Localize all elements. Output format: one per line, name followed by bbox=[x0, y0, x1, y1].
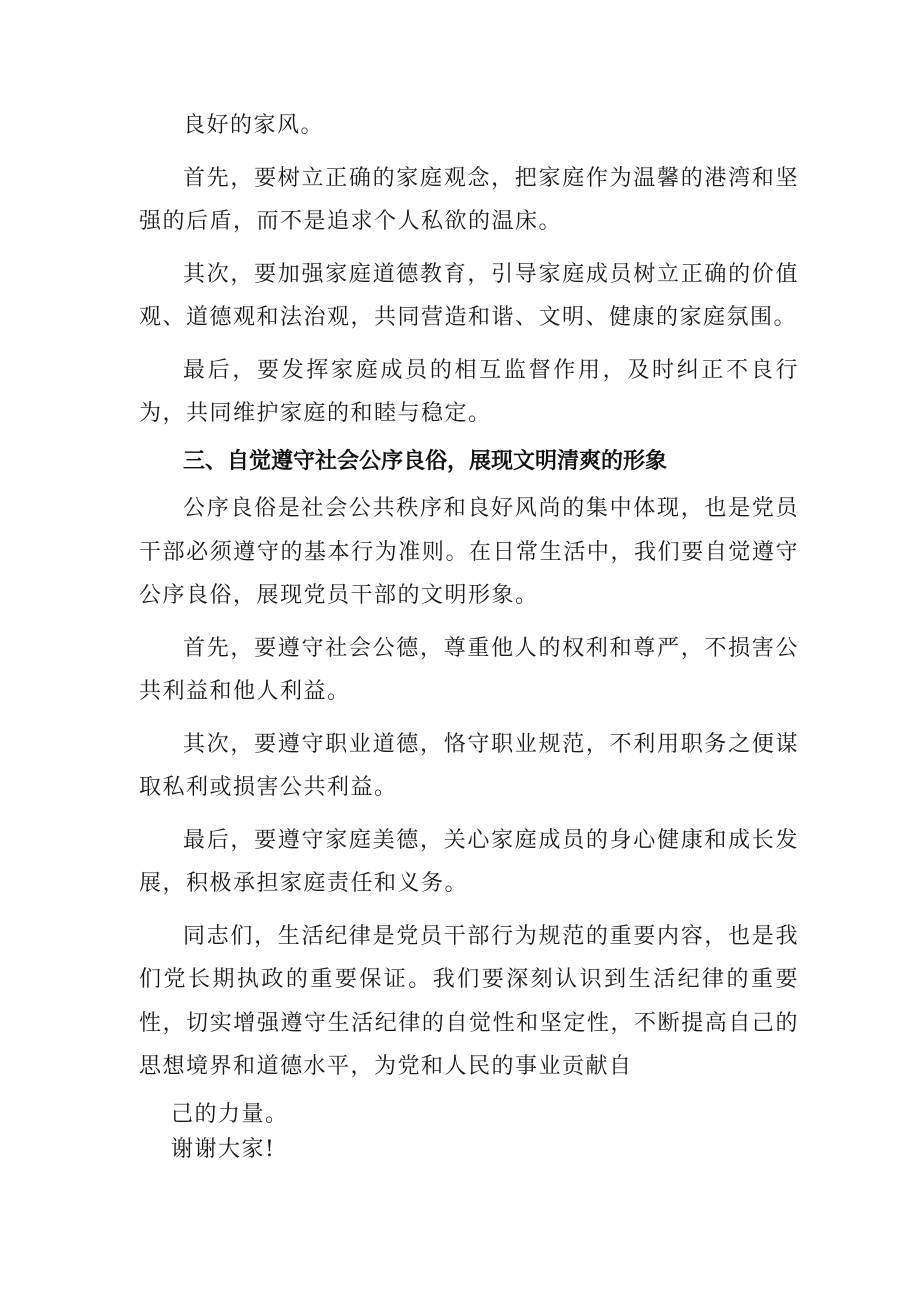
section-heading: 三、自觉遵守社会公序良俗，展现文明清爽的形象 bbox=[183, 448, 668, 474]
paragraph-public-order-intro: 公序良俗是社会公共秩序和良好风尚的集中体现，也是党员干部必须遵守的基本行为准则。在日常生活中，我们要自觉遵守公序良俗，展现党员干部的文明形象。 bbox=[139, 496, 799, 608]
paragraph-public-order-second: 其次，要遵守职业道德，恪守职业规范，不利用职务之便谋取私利或损害公共利益。 bbox=[139, 731, 799, 800]
document-body bbox=[139, 104, 799, 1167]
paragraph-public-order-first: 首先，要遵守社会公德，尊重他人的权利和尊严，不损害公共利益和他人利益。 bbox=[139, 635, 799, 704]
paragraph-public-order-third: 最后，要遵守家庭美德，关心家庭成员的身心健康和成长发展，积极承担家庭责任和义务。 bbox=[139, 827, 799, 896]
paragraph-conclusion: 同志们，生活纪律是党员干部行为规范的重要内容，也是我们党长期执政的重要保证。我们要深刻认识到生活纪律的重要性，切实增强遵守生活纪律的自觉性和坚定性，不断提高自己的思想境界和道德水平，为党和人民的事业贡献自 bbox=[139, 923, 799, 1079]
paragraph-family-first: 首先，要树立正确的家庭观念，把家庭作为温馨的港湾和坚强的后盾，而不是追求个人私欲的温床。 bbox=[139, 165, 799, 234]
paragraph-family-third: 最后，要发挥家庭成员的相互监督作用，及时纠正不良行为，共同维护家庭的和睦与稳定。 bbox=[139, 357, 799, 426]
closing-line: 己的力量。 bbox=[171, 1101, 289, 1127]
closing-thanks: 谢谢大家! bbox=[171, 1136, 276, 1162]
paragraph-family-second: 其次，要加强家庭道德教育，引导家庭成员树立正确的价值观、道德观和法治观，共同营造和谐、文明、健康的家庭氛围。 bbox=[139, 261, 799, 330]
paragraph-continuation: 良好的家风。 bbox=[183, 113, 325, 138]
